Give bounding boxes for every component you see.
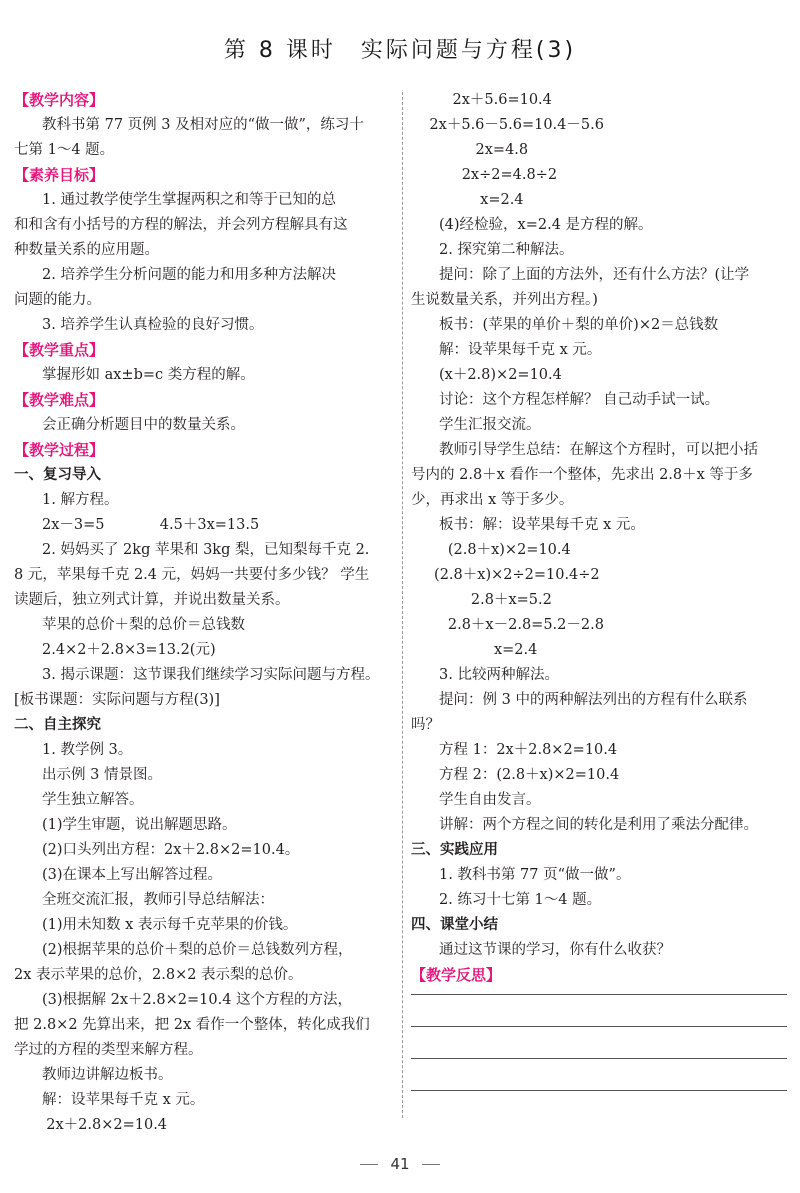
- equation-line: x=2.4: [411, 642, 538, 658]
- text-line: 学生汇报交流。: [439, 417, 541, 433]
- equation-line: x=2.4: [411, 192, 524, 208]
- text-line: 讨论：这个方程怎样解？ 自己动手试一试。: [439, 392, 720, 408]
- writing-line: [411, 1090, 787, 1091]
- section-heading: 【教学反思】: [411, 966, 502, 984]
- footer-dash-right: [422, 1164, 440, 1165]
- page-title: 第 8 课时 实际问题与方程(3): [223, 38, 577, 63]
- text-line: 少，再求出 x 等于多少。: [411, 492, 574, 508]
- page-number-footer: [0, 1155, 800, 1173]
- subsection-heading: 一、复习导入: [14, 467, 101, 483]
- text-line: 把 2.8×2 先算出来，把 2x 看作一个整体，转化成我们: [14, 1017, 370, 1033]
- text-line: 吗？: [411, 717, 440, 733]
- text-line: 板书：解：设苹果每千克 x 元。: [439, 517, 645, 533]
- text-line: 讲解：两个方程之间的转化是利用了乘法分配律。: [439, 817, 758, 833]
- subsection-heading: 二、自主探究: [14, 717, 101, 733]
- subsection-heading: 四、课堂小结: [411, 917, 498, 933]
- writing-line: [411, 1058, 787, 1059]
- writing-line: [411, 994, 787, 995]
- text-line: 8 元，苹果每千克 2.4 元，妈妈一共要付多少钱？ 学生: [14, 567, 370, 583]
- text-line: (2)根据苹果的总价＋梨的总价＝总钱数列方程，: [42, 942, 353, 958]
- page-number: 41: [390, 1155, 410, 1173]
- section-heading: 【教学难点】: [14, 391, 105, 409]
- equation-line: 2.8＋x=5.2: [411, 592, 552, 608]
- text-line: 2x 表示苹果的总价，2.8×2 表示梨的总价。: [14, 967, 303, 983]
- equation-line: (2.8＋x)×2=10.4: [411, 542, 571, 558]
- equation-line: 2x=4.8: [411, 142, 529, 158]
- text-line: 解：设苹果每千克 x 元。: [42, 1092, 205, 1108]
- text-line: 教师边讲解边板书。: [42, 1067, 173, 1083]
- equation-line: 2x－3=5 4.5＋3x=13.5: [42, 517, 260, 533]
- text-line: 号内的 2.8＋x 看作一个整体，先求出 2.8＋x 等于多: [411, 467, 753, 483]
- text-line: 方程 2：(2.8＋x)×2=10.4: [439, 767, 620, 783]
- left-column: [14, 88, 398, 1138]
- text-line: 3. 揭示课题：这节课我们继续学习实际问题与方程。: [42, 667, 380, 683]
- text-line: 1. 解方程。: [42, 492, 119, 508]
- text-line: 教科书第 77 页例 3 及相对应的“做一做”，练习十: [42, 117, 364, 133]
- text-line: (3)根据解 2x＋2.8×2=10.4 这个方程的方法，: [42, 992, 353, 1008]
- section-heading: 【教学内容】: [14, 91, 105, 109]
- text-line: 通过这节课的学习，你有什么收获？: [439, 942, 671, 958]
- equation-line: 2x÷2=4.8÷2: [411, 167, 558, 183]
- text-line: 解：设苹果每千克 x 元。: [439, 342, 602, 358]
- right-column: [411, 88, 787, 988]
- text-line: 学过的方程的类型来解方程。: [14, 1042, 203, 1058]
- text-line: (1)学生审题，说出解题思路。: [42, 817, 237, 833]
- text-line: 全班交流汇报，教师引导总结解法：: [42, 892, 274, 908]
- text-line: 会正确分析题目中的数量关系。: [42, 417, 245, 433]
- text-line: (3)在课本上写出解答过程。: [42, 867, 223, 883]
- text-line: 2.4×2＋2.8×3=13.2(元): [42, 642, 216, 658]
- text-line: (1)用未知数 x 表示每千克苹果的价钱。: [42, 917, 298, 933]
- text-line: 出示例 3 情景图。: [42, 767, 162, 783]
- text-line: 2. 培养学生分析问题的能力和用多种方法解决: [42, 267, 336, 283]
- text-line: 教师引导学生总结：在解这个方程时，可以把小括: [439, 442, 758, 458]
- text-line: 提问：例 3 中的两种解法列出的方程有什么联系: [439, 692, 748, 708]
- text-line: 1. 教科书第 77 页“做一做”。: [439, 867, 631, 883]
- text-line: 2. 练习十七第 1～4 题。: [439, 892, 602, 908]
- equation-line: 2x＋5.6－5.6=10.4－5.6: [411, 117, 604, 133]
- text-line: 2. 妈妈买了 2kg 苹果和 3kg 梨，已知梨每千克 2.: [42, 542, 370, 558]
- text-line: (2)口头列出方程：2x＋2.8×2=10.4。: [42, 842, 300, 858]
- equation-line: 2.8＋x－2.8=5.2－2.8: [411, 617, 604, 633]
- text-line: 1. 通过教学使学生掌握两积之和等于已知的总: [42, 192, 336, 208]
- text-line: 3. 培养学生认真检验的良好习惯。: [42, 317, 264, 333]
- text-line: 提问：除了上面的方法外，还有什么方法？(让学: [439, 267, 750, 283]
- equation-line: (2.8＋x)×2÷2=10.4÷2: [411, 567, 600, 583]
- text-line: 种数量关系的应用题。: [14, 242, 159, 258]
- text-line: 板书：(苹果的单价＋梨的单价)×2＝总钱数: [439, 317, 719, 333]
- text-line: (4)经检验，x=2.4 是方程的解。: [439, 217, 653, 233]
- text-line: 和和含有小括号的方程的解法，并会列方程解具有这: [14, 217, 348, 233]
- text-line: 1. 教学例 3。: [42, 742, 133, 758]
- text-line: 苹果的总价＋梨的总价＝总钱数: [42, 617, 245, 633]
- reflection-writing-lines: [411, 990, 787, 1091]
- writing-line: [411, 1026, 787, 1027]
- column-divider: [402, 92, 403, 1118]
- equation-line: 2x＋2.8×2=10.4: [14, 1117, 168, 1133]
- text-line: (x＋2.8)×2=10.4: [439, 367, 562, 383]
- text-line: 学生自由发言。: [439, 792, 541, 808]
- text-line: 读题后，独立列式计算，并说出数量关系。: [14, 592, 290, 608]
- text-line: 掌握形如 ax±b=c 类方程的解。: [42, 367, 255, 383]
- text-line: 学生独立解答。: [42, 792, 144, 808]
- text-line: 方程 1：2x＋2.8×2=10.4: [439, 742, 618, 758]
- text-line: 七第 1～4 题。: [14, 142, 115, 158]
- text-line: 生说数量关系，并列出方程。): [411, 292, 598, 308]
- text-line: [板书课题：实际问题与方程(3)]: [14, 692, 220, 708]
- section-heading: 【教学过程】: [14, 441, 105, 459]
- text-line: 问题的能力。: [14, 292, 101, 308]
- subsection-heading: 三、实践应用: [411, 842, 498, 858]
- text-line: 3. 比较两种解法。: [439, 667, 559, 683]
- equation-line: 2x＋5.6=10.4: [411, 92, 552, 108]
- text-line: 2. 探究第二种解法。: [439, 242, 574, 258]
- section-heading: 【教学重点】: [14, 341, 105, 359]
- section-heading: 【素养目标】: [14, 166, 105, 184]
- footer-dash-left: [360, 1164, 378, 1165]
